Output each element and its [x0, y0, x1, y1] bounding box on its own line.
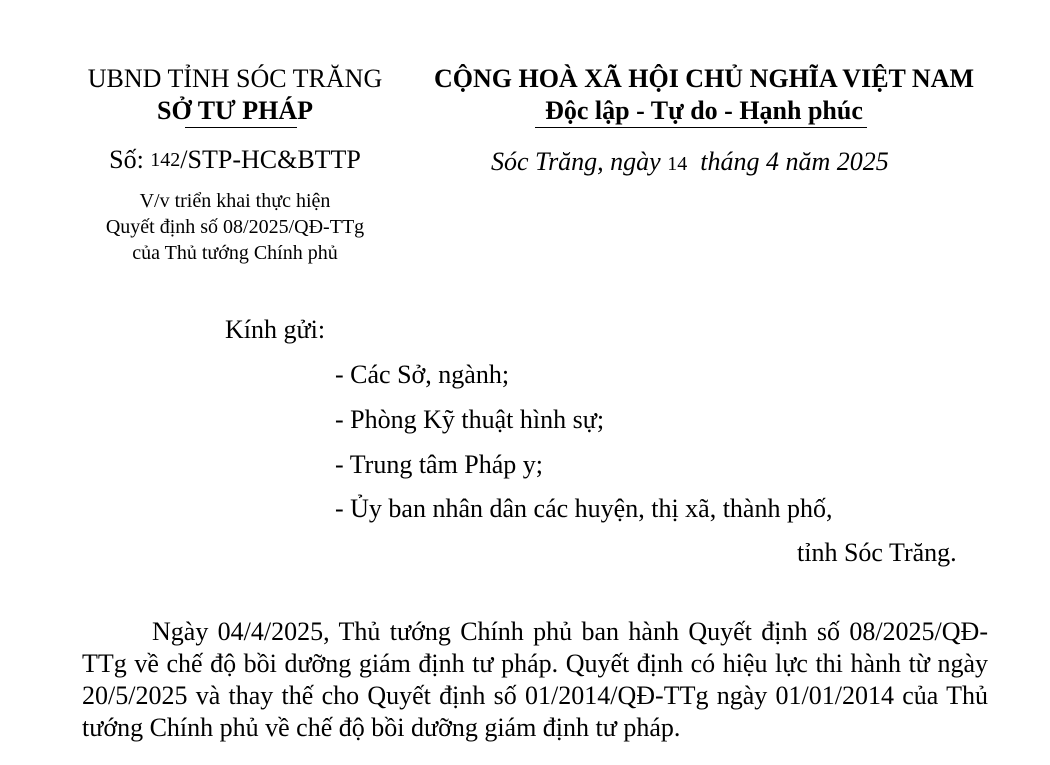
number-suffix: /STP-HC&BTTP — [180, 145, 361, 174]
recipient-item: - Ủy ban nhân dân các huyện, thị xã, thành phố, — [335, 494, 833, 523]
date-suffix: tháng 4 năm 2025 — [700, 147, 889, 176]
place-date — [491, 147, 889, 179]
recipient-item: - Trung tâm Pháp y; — [335, 450, 544, 479]
office-name: SỞ TƯ PHÁP — [156, 96, 313, 125]
number-value: 142 — [150, 149, 181, 171]
subject-line-2: Quyết định số 08/2025/QĐ-TTg — [105, 216, 365, 238]
recipients-label: Kính gửi: — [225, 315, 326, 344]
nation-title: CỘNG HOÀ XÃ HỘI CHỦ NGHĨA VIỆT NAM — [433, 64, 975, 93]
agency-name: UBND TỈNH SÓC TRĂNG — [87, 64, 383, 93]
subject-line-3: của Thủ tướng Chính phủ — [132, 242, 338, 264]
motto-underline — [535, 127, 867, 128]
subject-line-1: V/v triển khai thực hiện — [139, 190, 331, 212]
recipient-continuation: tỉnh Sóc Trăng. — [797, 538, 957, 567]
date-prefix: Sóc Trăng, ngày — [491, 147, 661, 176]
national-motto: Độc lập - Tự do - Hạnh phúc — [545, 96, 863, 125]
date-day: 14 — [667, 153, 688, 175]
body-paragraph: Ngày 04/4/2025, Thủ tướng Chính phủ ban hành Quyết định số 08/2025/QĐ-TTg về chế độ bồi dưỡng giám định tư pháp. Quyết định có hiệu lực thi hành từ ngày 20/5/2025 và thay thế cho Quyết định số 01/2014/QĐ-TTg ngày 01/01/2014 của Thủ tướng Chính phủ về chế độ bồi dưỡng giám định tư pháp. — [82, 617, 988, 742]
recipient-item: - Phòng Kỹ thuật hình sự; — [335, 405, 605, 434]
recipient-item: - Các Sở, ngành; — [335, 360, 510, 389]
office-underline — [185, 127, 297, 128]
document-number — [80, 145, 390, 175]
number-prefix: Số: — [109, 145, 144, 174]
